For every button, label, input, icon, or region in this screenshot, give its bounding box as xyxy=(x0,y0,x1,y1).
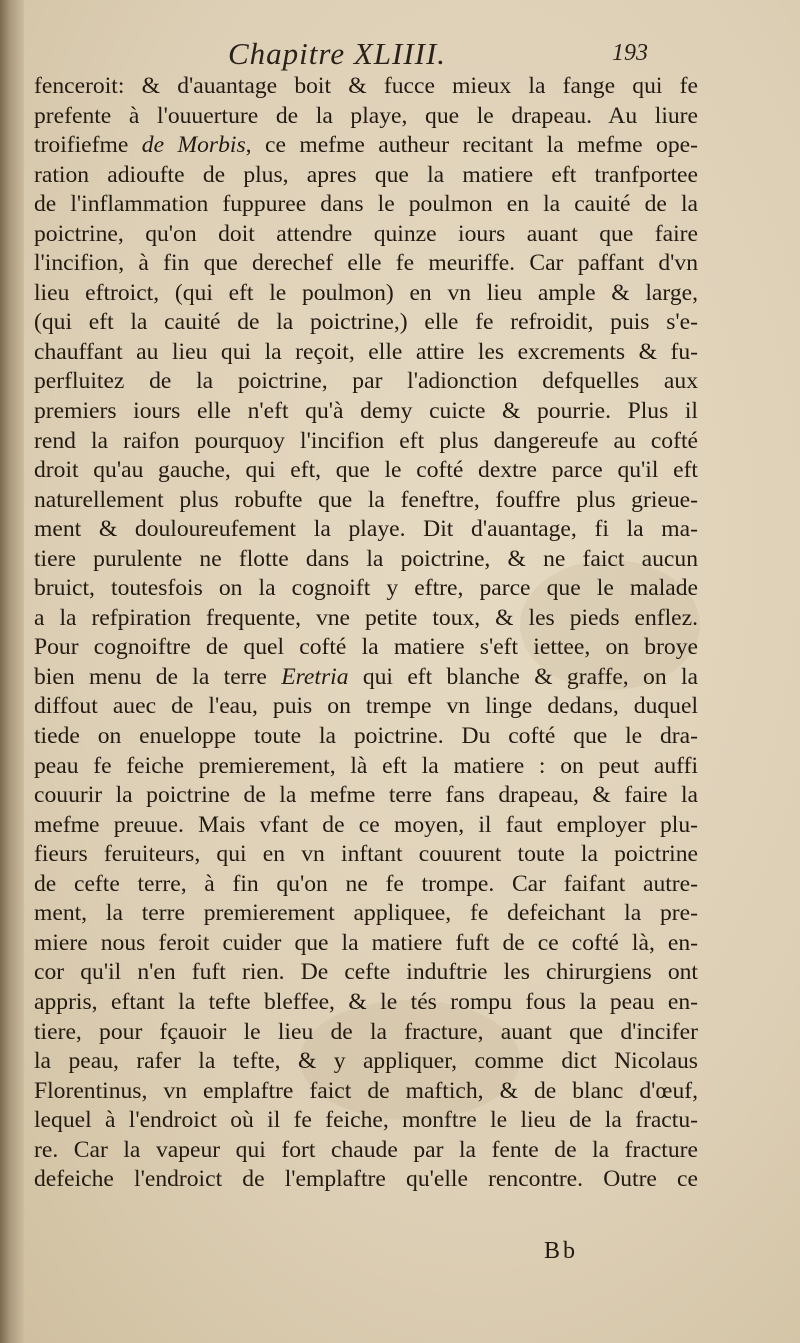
text-line: chauffant au lieu qui la reçoit, elle attire les excrements & fu- xyxy=(34,338,698,365)
text-line: Pour cognoiftre de quel cofté la matiere s'eft iettee, on broye xyxy=(34,634,698,661)
text-line: couurir la poictrine de la mefme terre fans drapeau, & faire la xyxy=(34,782,698,809)
text-line: fieurs feruiteurs, qui en vn inftant couurent toute la poictrine xyxy=(34,841,698,868)
text-line: de cefte terre, à fin qu'on ne fe trompe. Car faifant autre- xyxy=(34,870,698,897)
page-number: 193 xyxy=(612,40,648,66)
text-line: perfluitez de la poictrine, par l'adionction defquelles aux xyxy=(34,368,698,395)
text-line: fenceroit: & d'auantage boit & fucce mieux la fange qui fe xyxy=(34,73,698,99)
text-line: naturellement plus robufte que la feneftre, fouffre plus grieue- xyxy=(34,486,698,513)
text-line: Florentinus, vn emplaftre faict de maftich, & de blanc d'œuf, xyxy=(34,1077,698,1104)
text-line: lieu eftroict, (qui eft le poulmon) en vn lieu ample & large, xyxy=(34,279,698,306)
page-header xyxy=(0,32,800,72)
text-line: ment & douloureufement la playe. Dit d'auantage, fi la ma- xyxy=(34,516,698,543)
text-line: ration adioufte de plus, apres que la matiere eft tranfportee xyxy=(34,161,698,188)
text-line: lequel à l'endroict où il fe feiche, monftre le lieu de la fractu- xyxy=(34,1107,698,1134)
text-line: ment, la terre premierement appliquee, fe defeichant la pre- xyxy=(34,900,698,927)
text-line: bien menu de la terre Eretria qui eft blanche & graffe, on la xyxy=(34,663,698,690)
text-line: rend la raifon pourquoy l'incifion eft plus dangereufe au cofté xyxy=(34,427,698,454)
text-line: re. Car la vapeur qui fort chaude par la fente de la fracture xyxy=(34,1136,698,1163)
page-gutter xyxy=(0,0,24,1343)
text-line: l'incifion, à fin que derechef elle fe meuriffe. Car paffant d'vn xyxy=(34,250,698,277)
text-line: tiede on enueloppe toute la poictrine. Du cofté que le dra- xyxy=(34,723,698,750)
text-line: la peau, rafer la tefte, & y appliquer, comme dict Nicolaus xyxy=(34,1048,698,1075)
text-line: de l'inflammation fuppuree dans le poulmon en la cauité de la xyxy=(34,191,698,218)
text-line: tiere, pour fçauoir le lieu de la fracture, auant que d'incifer xyxy=(34,1018,698,1045)
text-line: mefme preuue. Mais vfant de ce moyen, il faut employer plu- xyxy=(34,811,698,838)
text-line: defeiche l'endroict de l'emplaftre qu'elle rencontre. Outre ce xyxy=(34,1166,698,1193)
running-head: Chapitre XLIIII. xyxy=(228,36,447,71)
signature-mark: Bb xyxy=(544,1238,579,1264)
text-line: prefente à l'ouuerture de la playe, que le drapeau. Au liure xyxy=(34,102,698,129)
text-line: a la refpiration frequente, vne petite toux, & les pieds enflez. xyxy=(34,604,698,631)
text-line: troifiefme de Morbis, ce mefme autheur recitant la mefme ope- xyxy=(34,132,698,159)
text-line: tiere purulente ne flotte dans la poictrine, & ne faict aucun xyxy=(34,545,698,572)
text-line: (qui eft la cauité de la poictrine,) elle fe refroidit, puis s'e- xyxy=(34,309,698,336)
text-line: premiers iours elle n'eft qu'à demy cuicte & pourrie. Plus il xyxy=(34,398,698,425)
text-line: droit qu'au gauche, qui eft, que le cofté dextre parce qu'il eft xyxy=(34,457,698,484)
text-line: miere nous feroit cuider que la matiere fuft de ce cofté là, en- xyxy=(34,929,698,956)
text-line: diffout auec de l'eau, puis on trempe vn linge dedans, duquel xyxy=(34,693,698,720)
text-line: peau fe feiche premierement, là eft la matiere : on peut auffi xyxy=(34,752,698,779)
text-line: cor qu'il n'en fuft rien. De cefte induftrie les chirurgiens ont xyxy=(34,959,698,986)
text-line: poictrine, qu'on doit attendre quinze iours auant que faire xyxy=(34,220,698,247)
text-line: appris, eftant la tefte bleffee, & le tés rompu fous la peau en- xyxy=(34,988,698,1015)
text-line: bruict, toutesfois on la cognoift y eftre, parce que le malade xyxy=(34,575,698,602)
body-text xyxy=(34,72,698,1195)
